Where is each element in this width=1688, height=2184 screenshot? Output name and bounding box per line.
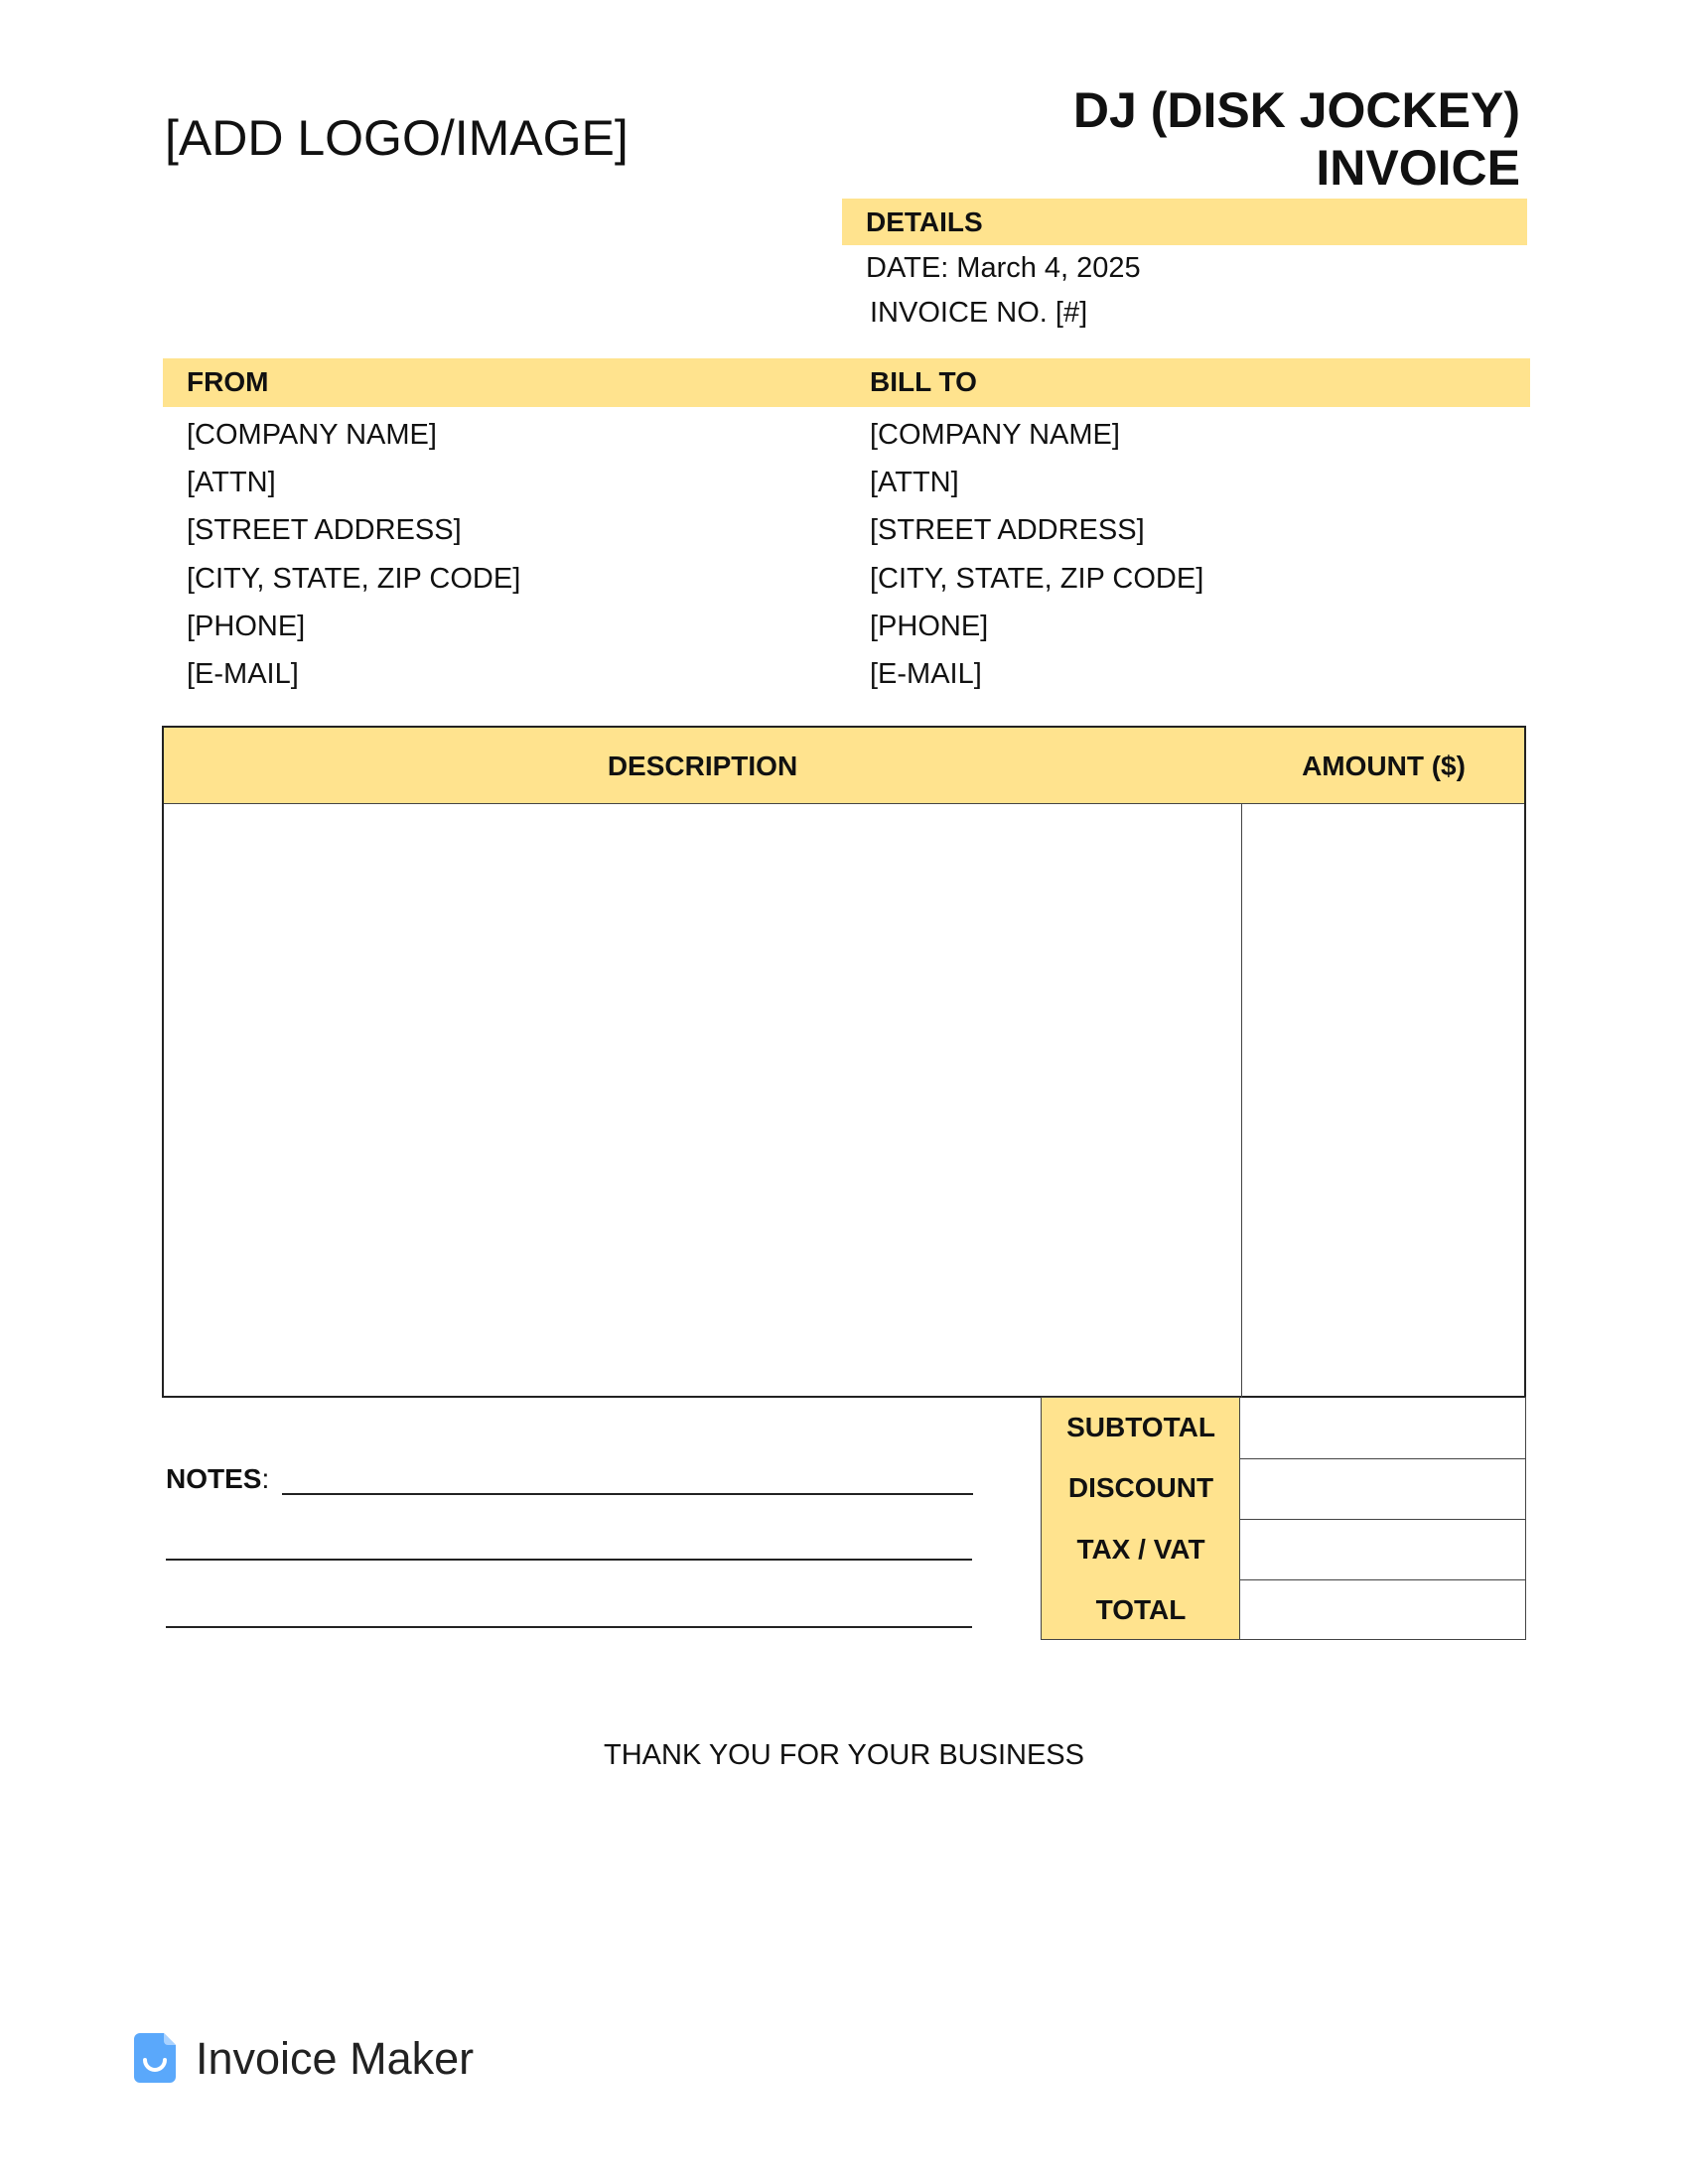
invoice-title [825, 81, 1520, 197]
from-header: FROM [187, 366, 269, 397]
description-column-header: DESCRIPTION [607, 751, 798, 781]
details-header-band [842, 199, 1527, 245]
amount-cell[interactable] [1242, 804, 1526, 1398]
amount-column-header: AMOUNT ($) [1302, 751, 1466, 781]
invoice-date[interactable]: DATE: March 4, 2025 [866, 252, 1141, 284]
notes-line-2[interactable] [166, 1559, 972, 1561]
notes-label [166, 1463, 269, 1495]
invoice-title-line-2: INVOICE [1316, 140, 1520, 196]
discount-label: DISCOUNT [1067, 1472, 1214, 1503]
bill-to-city-state-zip[interactable]: [CITY, STATE, ZIP CODE] [870, 562, 1204, 595]
from-address-block [187, 411, 520, 698]
bill-to-email[interactable]: [E-MAIL] [870, 658, 982, 691]
notes-label-text: NOTES [166, 1463, 262, 1494]
total-value-cell[interactable] [1240, 1580, 1525, 1640]
bill-to-header: BILL TO [870, 366, 977, 397]
notes-colon: : [261, 1463, 270, 1494]
bill-to-street-address[interactable]: [STREET ADDRESS] [870, 514, 1145, 547]
invoice-maker-brand-name: Invoice Maker [196, 2033, 475, 2084]
from-billto-header-band [163, 358, 1530, 407]
bill-to-company-name[interactable]: [COMPANY NAME] [870, 419, 1120, 451]
notes-line-1[interactable] [282, 1493, 973, 1495]
discount-value-cell[interactable] [1240, 1459, 1525, 1520]
total-label: TOTAL [1095, 1594, 1187, 1625]
items-table-header [164, 728, 1524, 804]
thank-you-message: THANK YOU FOR YOUR BUSINESS [604, 1739, 1084, 1771]
bill-to-phone[interactable]: [PHONE] [870, 610, 989, 642]
from-street-address[interactable]: [STREET ADDRESS] [187, 514, 462, 547]
logo-placeholder[interactable]: [ADD LOGO/IMAGE] [165, 110, 629, 166]
bill-to-attn[interactable]: [ATTN] [870, 467, 959, 499]
tax-vat-value-cell[interactable] [1240, 1520, 1525, 1580]
totals-values [1239, 1397, 1526, 1640]
invoice-title-line-1: DJ (DISK JOCKEY) [1072, 82, 1520, 138]
from-company-name[interactable]: [COMPANY NAME] [187, 419, 437, 451]
notes-line-3[interactable] [166, 1626, 972, 1628]
from-phone[interactable]: [PHONE] [187, 610, 306, 642]
subtotal-value-cell[interactable] [1240, 1397, 1525, 1459]
subtotal-label: SUBTOTAL [1066, 1412, 1215, 1442]
bill-to-address-block [870, 411, 1203, 698]
invoice-maker-logo-icon [134, 2033, 176, 2083]
from-city-state-zip[interactable]: [CITY, STATE, ZIP CODE] [187, 562, 521, 595]
from-email[interactable]: [E-MAIL] [187, 658, 299, 691]
description-cell[interactable] [164, 804, 1241, 1398]
totals-labels [1041, 1397, 1240, 1640]
from-attn[interactable]: [ATTN] [187, 467, 276, 499]
details-header: DETAILS [866, 206, 983, 237]
invoice-number[interactable]: INVOICE NO. [#] [870, 297, 1088, 329]
items-table [162, 726, 1526, 1398]
tax-vat-label: TAX / VAT [1076, 1534, 1205, 1565]
